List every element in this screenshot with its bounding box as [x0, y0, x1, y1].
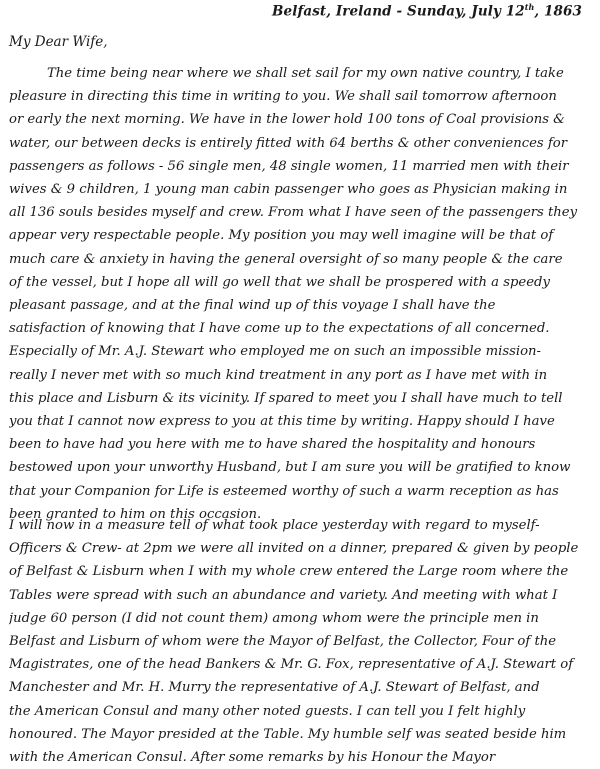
text-line: passengers as follows - 56 single men, 48 single women, 11 married men with their — [9, 158, 569, 174]
text-line: of Belfast & Lisburn when I with my whole crew entered the Large room where the — [9, 564, 569, 580]
text-line: really I never met with so much kind treatment in any port as I have met with in — [9, 367, 548, 383]
text-line: I will now in a measure tell of what took place yesterday with regard to myself- — [9, 518, 540, 533]
letter-paragraph-2 — [9, 514, 591, 769]
text-line: this place and Lisburn & its vicinity. If spared to meet you I shall have much to tell — [9, 390, 563, 406]
letter-dateline — [272, 2, 582, 20]
text-line: Manchester and Mr. H. Murry the representative of A.J. Stewart of Belfast, and — [9, 680, 540, 696]
text-line: much care & anxiety in having the general oversight of so many people & the care — [9, 251, 563, 267]
text-line: of the vessel, but I hope all will go well that we shall be prospered with a speedy — [9, 274, 550, 290]
text-line: been to have had you here with me to have shared the hospitality and honours — [9, 437, 536, 453]
dateline-year: , 1863 — [534, 3, 582, 20]
text-line: or early the next morning. We have in the lower hold 100 tons of Coal provisions & — [9, 112, 565, 128]
dateline-text: Belfast, Ireland - Sunday, July 12 — [272, 3, 525, 20]
text-line: pleasant passage, and at the final wind up of this voyage I shall have the — [9, 298, 496, 314]
text-line: appear very respectable people. My position you may well imagine will be that of — [9, 228, 554, 244]
text-line: bestowed upon your unworthy Husband, but I am sure you will be gratified to know — [9, 460, 571, 476]
text-line: been granted to him on this occasion. — [9, 506, 262, 522]
text-line: Tables were spread with such an abundance and variety. And meeting with what I — [9, 587, 558, 603]
text-line: all 136 souls besides myself and crew. From what I have seen of the passengers they — [9, 205, 578, 221]
text-line: pleasure in directing this time in writing to you. We shall sail tomorrow afternoon — [9, 89, 557, 105]
letter-paragraph-1 — [9, 62, 591, 526]
text-line: the American Consul and many other noted guests. I can tell you I felt highly — [9, 703, 526, 719]
text-line: The time being near where we shall set sail for my own native country, I take — [47, 66, 564, 81]
text-line: Officers & Crew- at 2pm we were all invited on a dinner, prepared & given by people — [9, 541, 579, 557]
text-line: satisfaction of knowing that I have come up to the expectations of all concerned. — [9, 321, 550, 337]
text-line: with the American Consul. After some remarks by his Honour the Mayor — [9, 750, 496, 766]
text-line: water, our between decks is entirely fitted with 64 berths & other conveniences for — [9, 135, 568, 151]
text-line: wives & 9 children, 1 young man cabin passenger who goes as Physician making in — [9, 182, 568, 198]
text-line: honoured. The Mayor presided at the Table. My humble self was seated beside him — [9, 726, 567, 742]
text-line: you that I cannot now express to you at this time by writing. Happy should I have — [9, 414, 555, 430]
text-line: that your Companion for Life is esteemed worthy of such a warm reception as has — [9, 483, 559, 499]
text-line: Magistrates, one of the head Bankers & Mr. G. Fox, representative of A.J. Stewart of — [9, 657, 574, 673]
text-line: judge 60 person (I did not count them) among whom were the principle men in — [9, 610, 539, 626]
letter-salutation: My Dear Wife, — [9, 34, 108, 50]
text-line: Belfast and Lisburn of whom were the Mayor of Belfast, the Collector, Four of the — [9, 634, 557, 650]
text-line: Especially of Mr. A.J. Stewart who employed me on such an impossible mission- — [9, 344, 541, 360]
dateline-ordinal: th — [524, 2, 535, 12]
